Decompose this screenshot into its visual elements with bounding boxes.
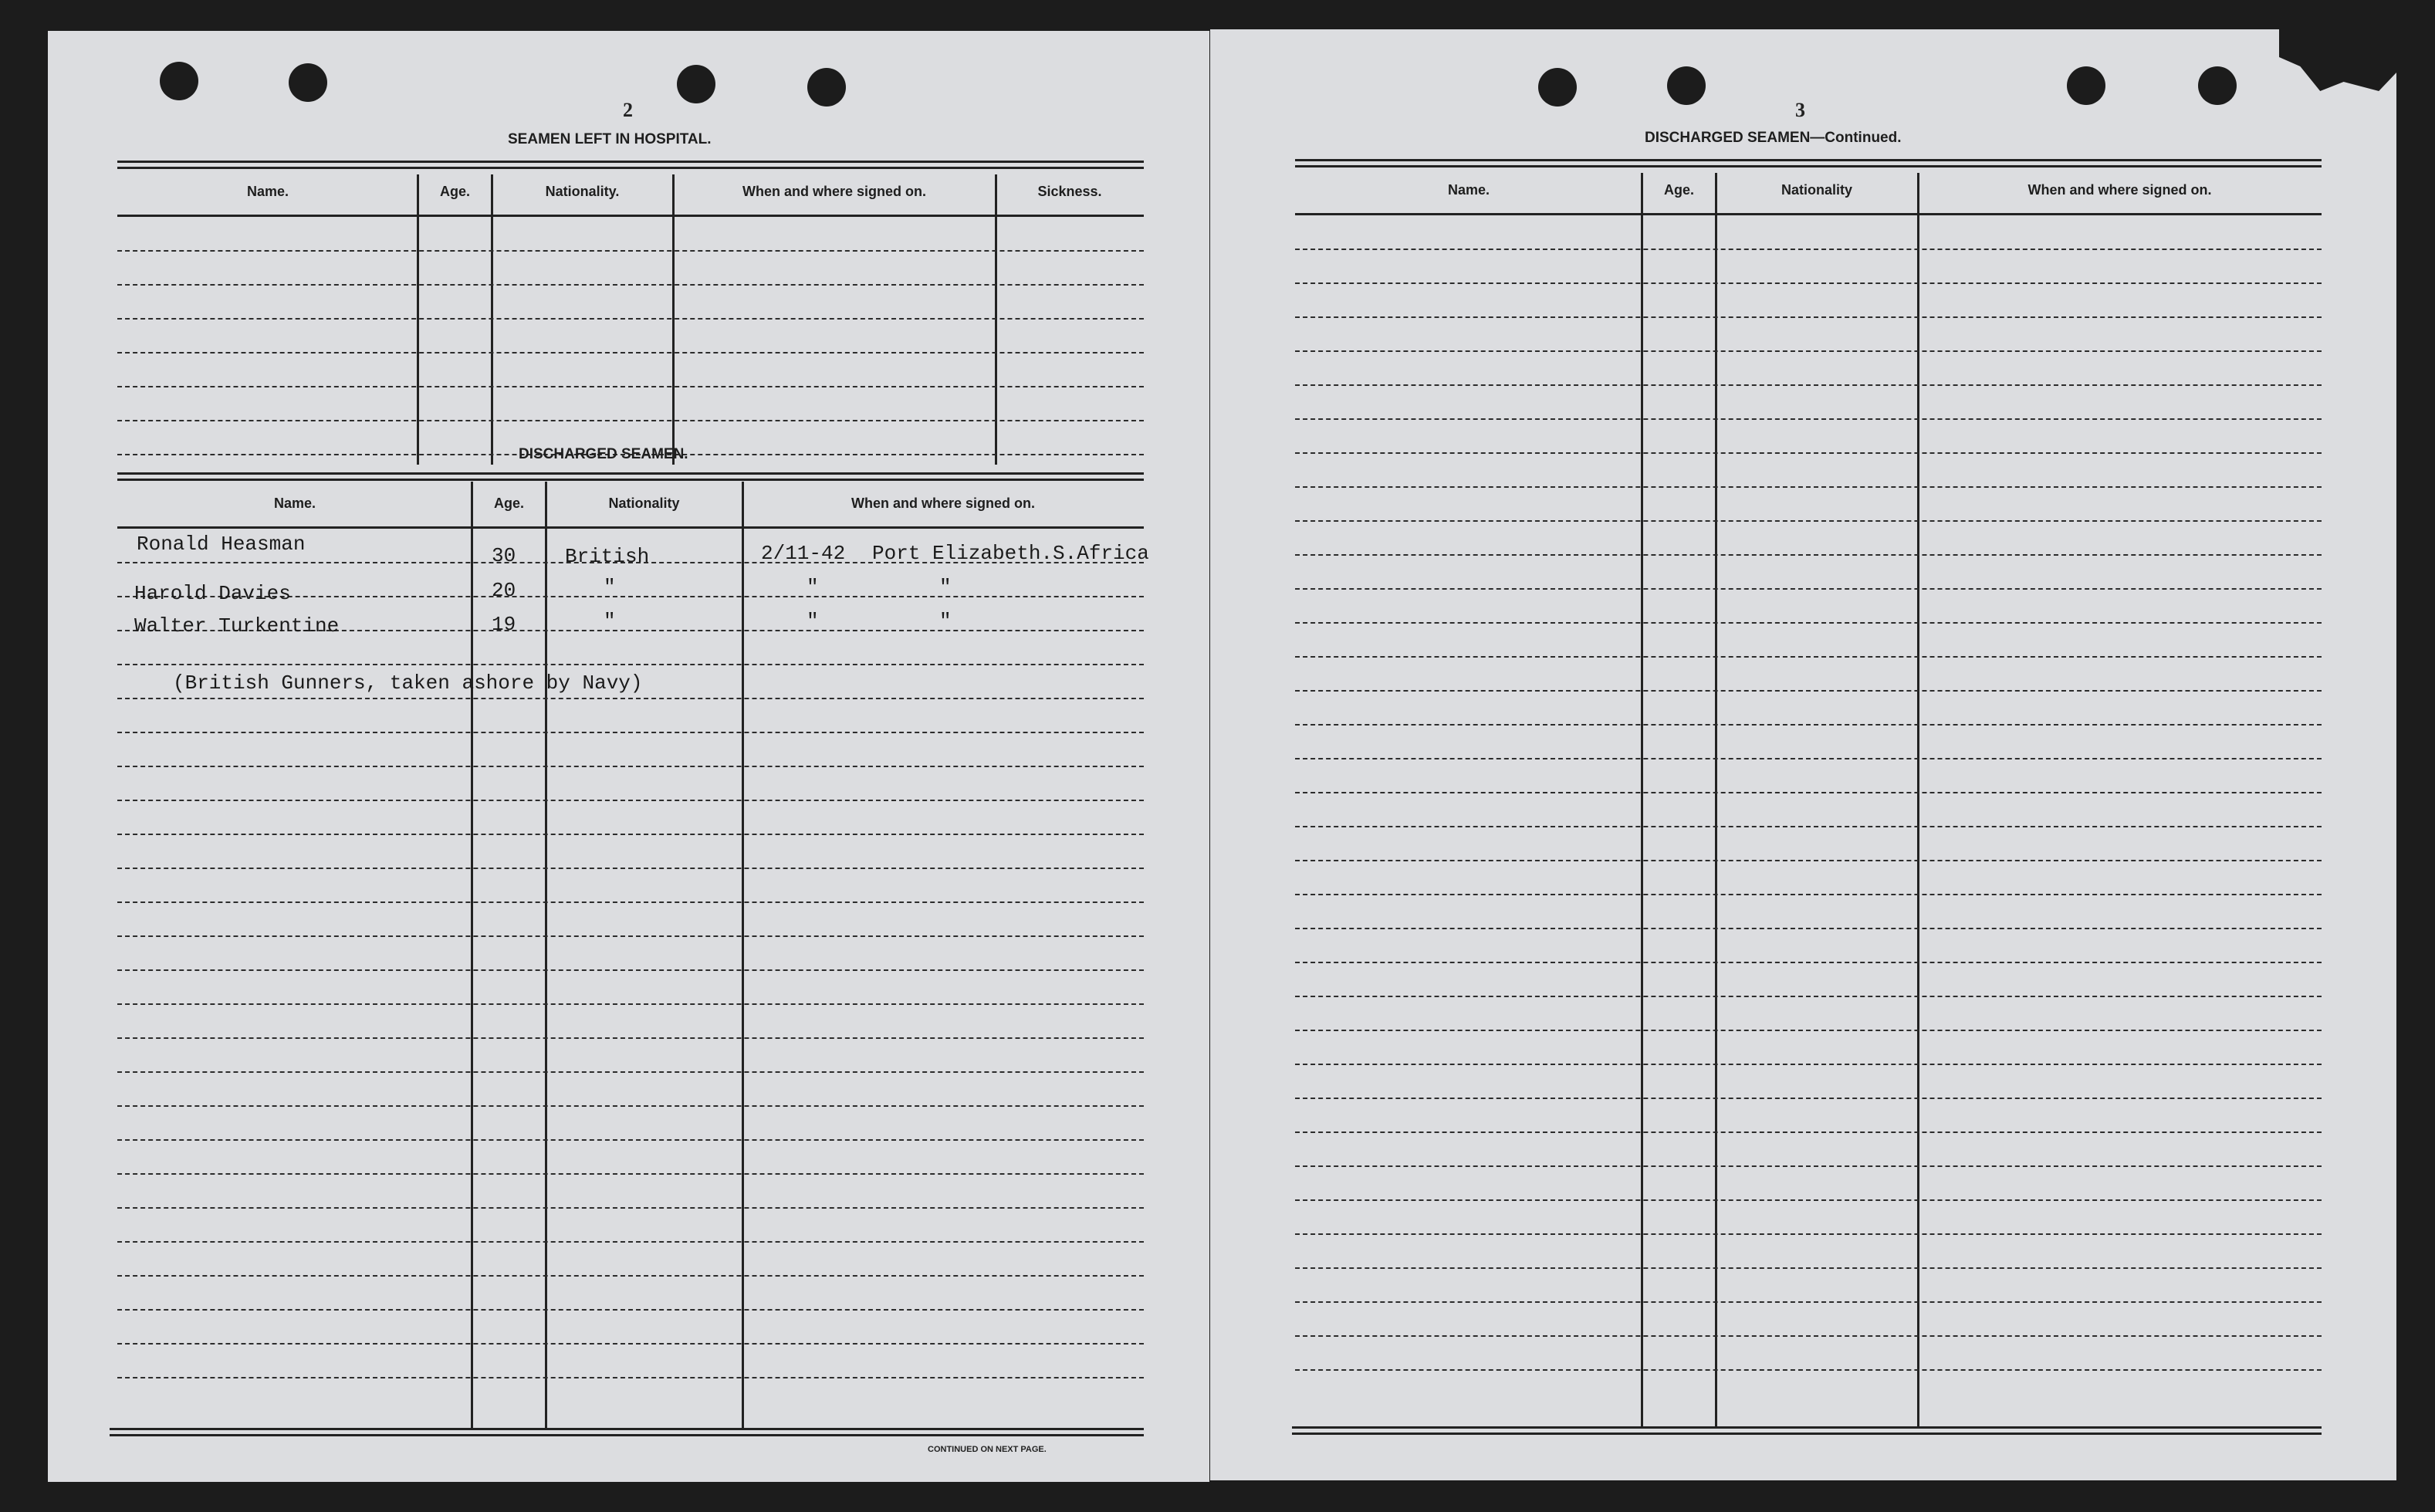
dotted-line: [1295, 452, 2322, 454]
dotted-line: [1295, 1165, 2322, 1167]
seaman-nationality: ": [604, 576, 616, 599]
dotted-line: [117, 352, 1144, 353]
seaman-name: Walter Turkentine: [134, 614, 340, 638]
dotted-line: [117, 1139, 1144, 1141]
rule: [117, 472, 1144, 475]
seaman-nationality: British: [565, 545, 650, 568]
dotted-line: [117, 318, 1144, 320]
dotted-line: [1295, 792, 2322, 793]
rule: [117, 161, 1144, 163]
dotted-line: [1295, 1199, 2322, 1201]
col-header-name: Name.: [273, 496, 316, 511]
dotted-line: [117, 386, 1144, 387]
dotted-line: [1295, 1267, 2322, 1269]
dotted-line: [117, 732, 1144, 733]
col-header-nationality: Nationality: [608, 496, 680, 511]
rule: [117, 167, 1144, 169]
dotted-line: [117, 901, 1144, 903]
dotted-line: [1295, 996, 2322, 997]
column-divider: [742, 482, 744, 1428]
page-number: 3: [1795, 99, 1805, 121]
column-divider: [545, 482, 547, 1428]
dotted-line: [117, 969, 1144, 971]
dotted-line: [1295, 588, 2322, 590]
col-header-signed-on: When and where signed on.: [742, 184, 927, 199]
page-number: 2: [623, 99, 633, 121]
rule: [1295, 213, 2322, 215]
dotted-line: [117, 1003, 1144, 1005]
dotted-line: [117, 1105, 1144, 1107]
dotted-line: [1295, 249, 2322, 250]
dotted-line: [1295, 622, 2322, 624]
punch-hole: [1667, 66, 1706, 105]
dotted-line: [1295, 316, 2322, 318]
dotted-line: [1295, 826, 2322, 827]
seaman-signed-date: 2/11-42: [761, 542, 846, 565]
dotted-line: [117, 1309, 1144, 1311]
seaman-signed-place: ": [939, 576, 952, 599]
dotted-line: [1295, 724, 2322, 726]
col-header-name: Name.: [246, 184, 289, 199]
rule: [117, 526, 1144, 529]
dotted-line: [117, 1207, 1144, 1209]
dotted-line: [1295, 486, 2322, 488]
col-header-signed-on: When and where signed on.: [2027, 182, 2212, 198]
punch-hole: [807, 68, 846, 107]
dotted-line: [117, 664, 1144, 665]
col-header-age: Age.: [439, 184, 470, 199]
col-header-nationality: Nationality: [1781, 182, 1852, 198]
column-divider: [1641, 173, 1643, 1426]
seaman-name: Ronald Heasman: [137, 533, 306, 556]
punch-hole: [2067, 66, 2105, 105]
punch-hole: [160, 62, 198, 100]
rule: [110, 1434, 1144, 1436]
col-header-age: Age.: [1663, 182, 1694, 198]
punch-hole: [2198, 66, 2237, 105]
dotted-line: [117, 284, 1144, 286]
seaman-age: 20: [492, 579, 516, 602]
seaman-name: Harold Davies: [134, 582, 291, 605]
dotted-line: [117, 1173, 1144, 1175]
dotted-line: [117, 1241, 1144, 1243]
dotted-line: [117, 1275, 1144, 1277]
torn-corner: [2279, 29, 2396, 91]
discharged-section-title: DISCHARGED SEAMEN.: [519, 446, 688, 462]
dotted-line: [1295, 418, 2322, 420]
dotted-line: [117, 250, 1144, 252]
punch-hole: [1538, 68, 1577, 107]
dotted-line: [1295, 520, 2322, 522]
dotted-line: [1295, 690, 2322, 692]
punch-hole: [677, 65, 715, 103]
rule: [110, 1428, 1144, 1430]
seaman-nationality: ": [604, 610, 616, 633]
rule: [117, 479, 1144, 481]
dotted-line: [1295, 1301, 2322, 1303]
dotted-line: [1295, 1369, 2322, 1371]
rule: [1295, 165, 2322, 167]
seaman-signed-place: Port Elizabeth.S.Africa: [872, 542, 1149, 565]
section-title: DISCHARGED SEAMEN—Continued.: [1645, 130, 1902, 146]
hospital-section-title: SEAMEN LEFT IN HOSPITAL.: [508, 131, 712, 147]
dotted-line: [117, 868, 1144, 869]
remarks-note: (British Gunners, taken ashore by Navy): [173, 671, 643, 695]
dotted-line: [117, 766, 1144, 767]
column-divider: [471, 482, 473, 1428]
dotted-line: [1295, 928, 2322, 929]
seaman-signed-date: ": [807, 610, 819, 633]
column-divider: [1715, 173, 1717, 1426]
dotted-line: [117, 1037, 1144, 1039]
dotted-line: [1295, 962, 2322, 963]
seaman-signed-date: ": [807, 576, 819, 599]
col-header-signed-on: When and where signed on.: [851, 496, 1036, 511]
rule: [1295, 159, 2322, 161]
seaman-signed-place: ": [939, 610, 952, 633]
continued-note: CONTINUED ON NEXT PAGE.: [928, 1445, 1047, 1454]
dotted-line: [1295, 1131, 2322, 1133]
dotted-line: [117, 1343, 1144, 1345]
dotted-line: [117, 1071, 1144, 1073]
dotted-line: [1295, 1098, 2322, 1099]
dotted-line: [1295, 384, 2322, 386]
dotted-line: [1295, 758, 2322, 759]
dotted-line: [117, 698, 1144, 699]
dotted-line: [1295, 1064, 2322, 1065]
dotted-line: [117, 420, 1144, 421]
rule: [1292, 1433, 2322, 1435]
seaman-age: 19: [492, 613, 516, 636]
col-header-name: Name.: [1447, 182, 1490, 198]
dotted-line: [1295, 350, 2322, 352]
column-divider: [1917, 173, 1919, 1426]
rule: [117, 215, 1144, 217]
dotted-line: [1295, 860, 2322, 861]
dotted-line: [117, 935, 1144, 937]
dotted-line: [1295, 656, 2322, 658]
dotted-line: [1295, 894, 2322, 895]
dotted-line: [1295, 1030, 2322, 1031]
seaman-age: 30: [492, 544, 516, 567]
col-header-sickness: Sickness.: [1037, 184, 1102, 199]
dotted-line: [1295, 282, 2322, 284]
dotted-line: [1295, 1335, 2322, 1337]
dotted-line: [117, 1377, 1144, 1378]
dotted-line: [1295, 1233, 2322, 1235]
right-page: [1210, 29, 2396, 1480]
dotted-line: [1295, 554, 2322, 556]
punch-hole: [289, 63, 327, 102]
rule: [1292, 1426, 2322, 1429]
col-header-age: Age.: [493, 496, 524, 511]
left-page: [48, 31, 1209, 1482]
dotted-line: [117, 834, 1144, 835]
col-header-nationality: Nationality.: [545, 184, 620, 199]
dotted-line: [117, 800, 1144, 801]
